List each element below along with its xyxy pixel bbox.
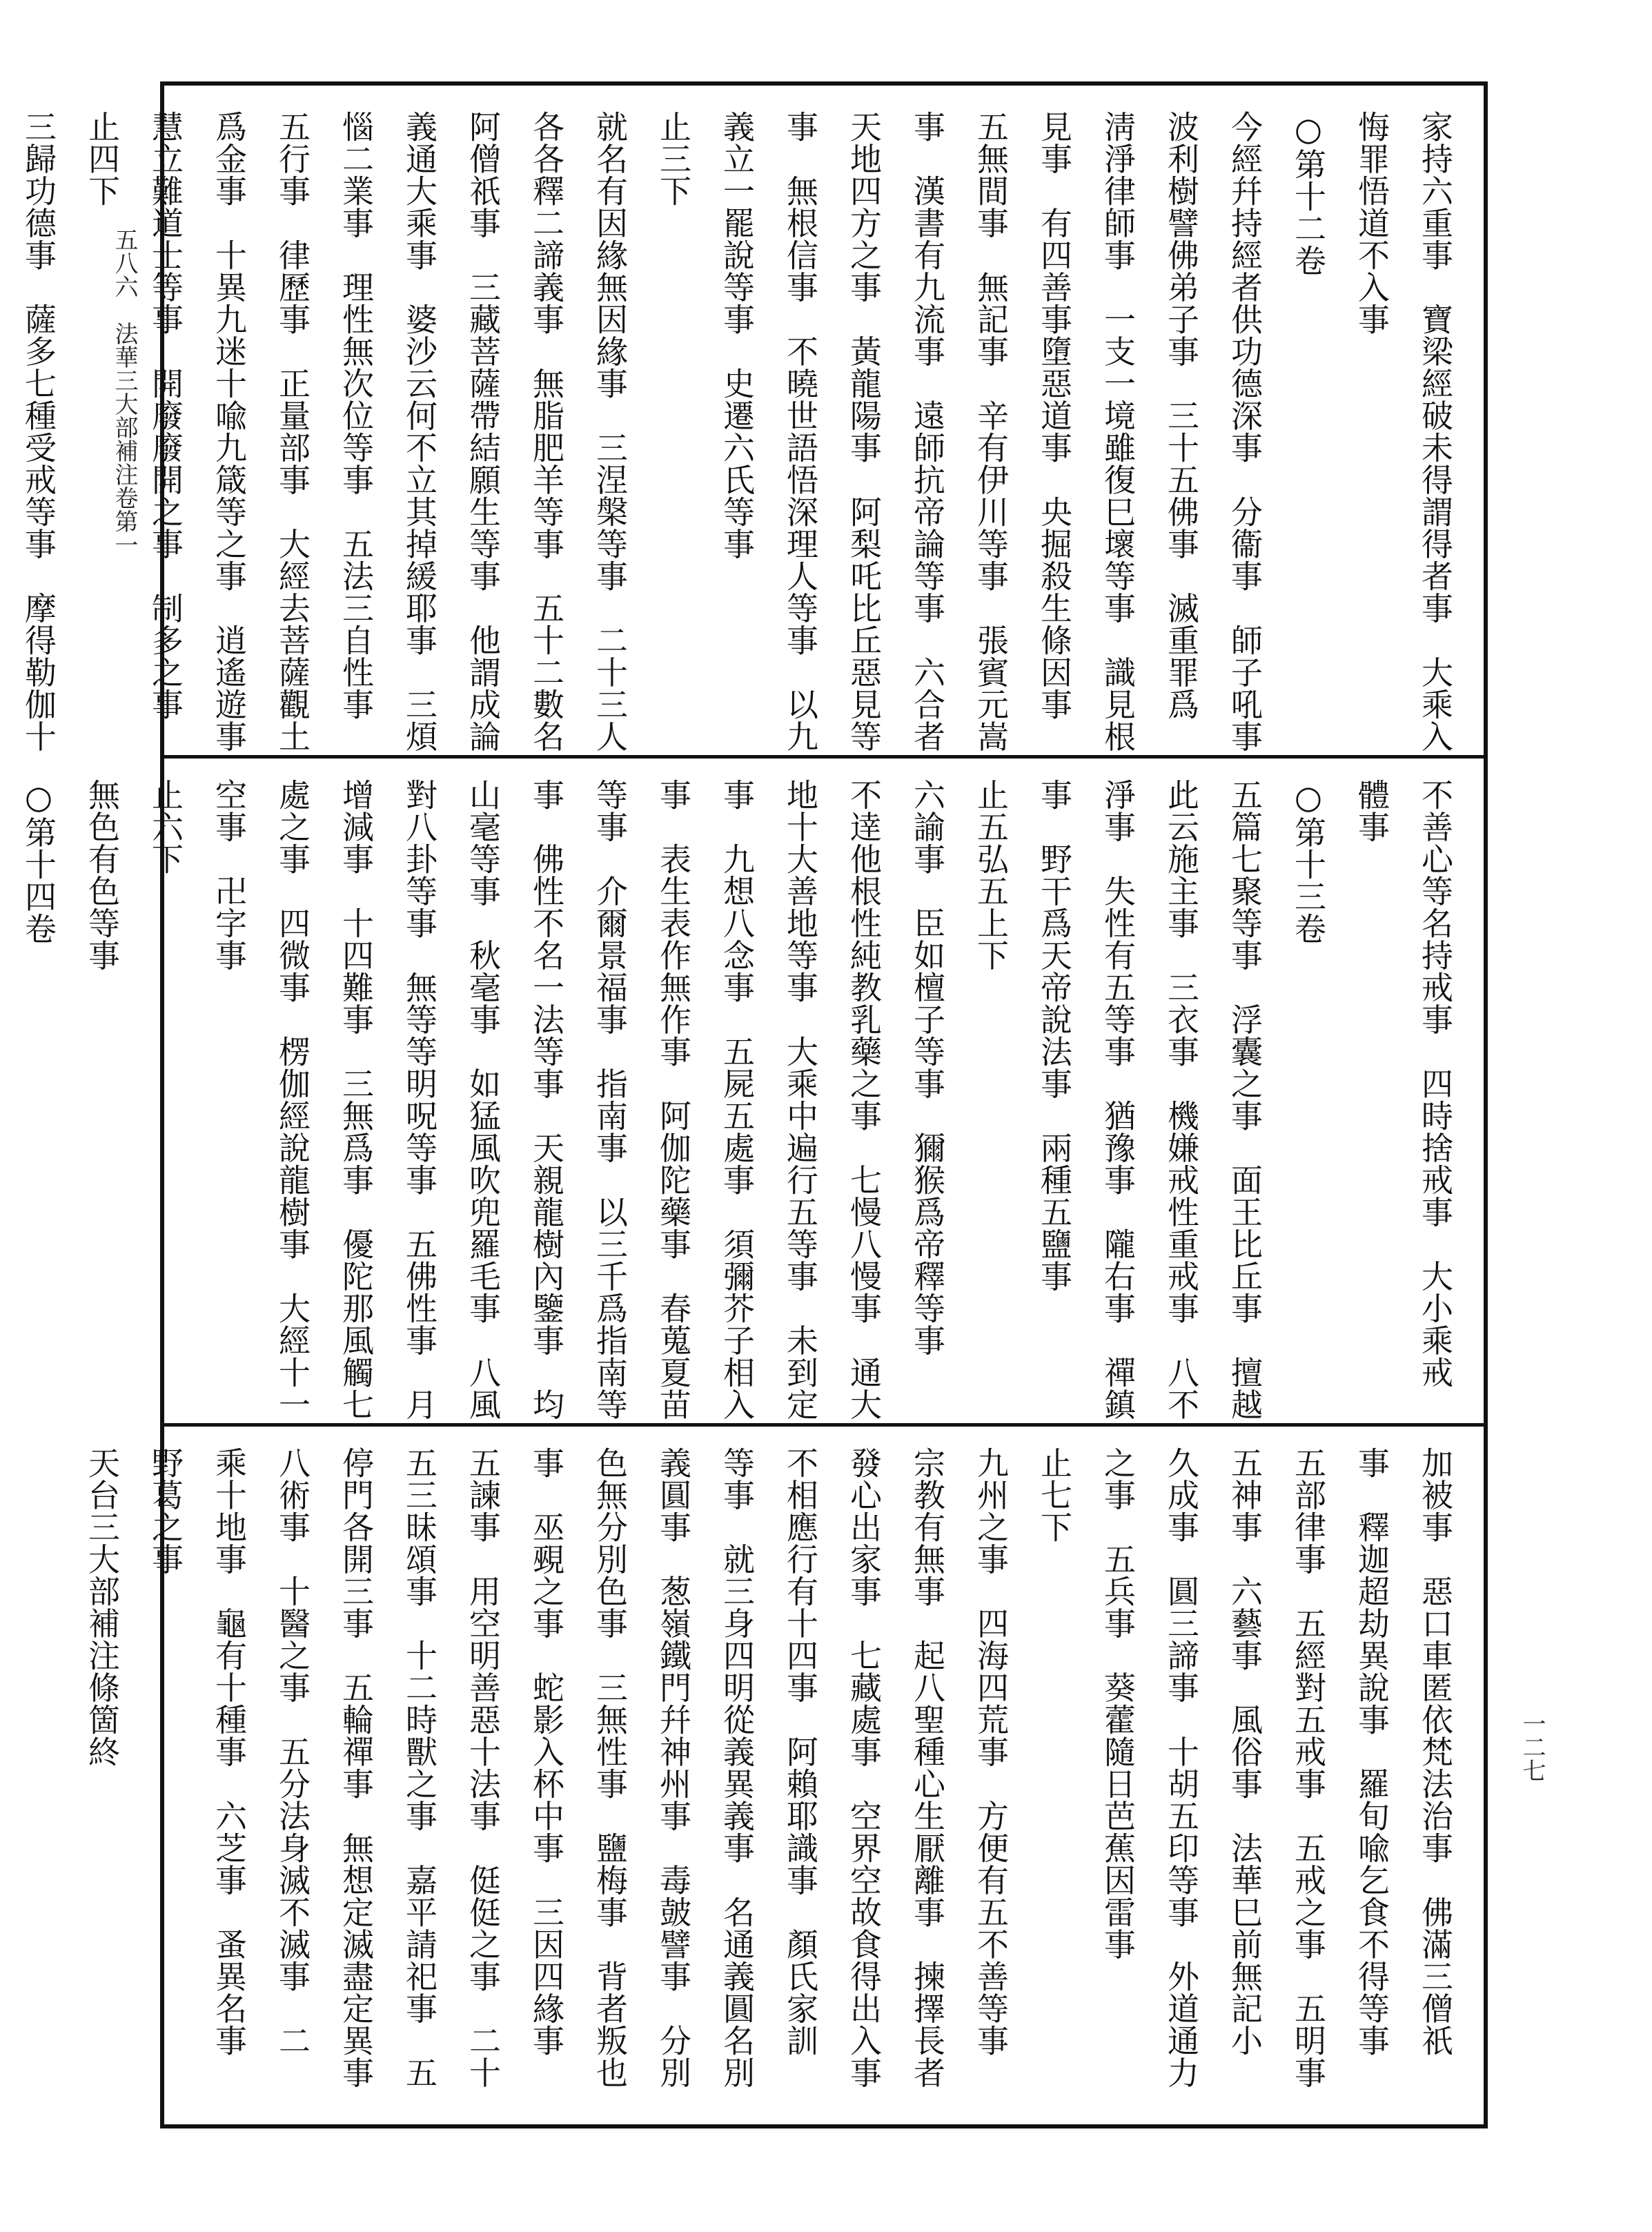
text-column: 阿僧祇事 三藏菩薩帶結願生等事 他謂成論 — [464, 110, 502, 752]
text-column: 增減事 十四難事 三無爲事 優陀那風觸七 — [337, 779, 375, 1420]
text-column: 義立一罷說等事 史遷六氏等事 — [718, 110, 756, 560]
text-column: 發心出家事 七藏處事 空界空故食得出入事 — [845, 1447, 883, 2088]
text-column: 三歸功德事 薩多七種受戒等事 摩得勒伽十 — [20, 110, 57, 752]
text-column: 天地四方之事 黃龍陽事 阿梨吒比丘惡見等 — [845, 110, 883, 752]
text-column: 體事 — [1353, 779, 1390, 843]
page-header-left: 五八六 法華三大部補注卷第一 — [110, 228, 138, 556]
text-column: 五部律事 五經對五戒事 五戒之事 五明事 — [1290, 1447, 1327, 2088]
text-column: 慧立難道士等事 開廢廢開之事 制多之事 — [147, 110, 184, 721]
text-column: 五篇七聚等事 浮囊之事 面王比丘事 擅越 — [1226, 779, 1263, 1420]
text-column: 加被事 惡口車匿依梵法治事 佛滿三僧祇 — [1417, 1447, 1454, 2057]
text-column — [0, 110, 7, 732]
text-column: 久成事 圓三諦事 十胡五印等事 外道通力 — [1163, 1447, 1200, 2088]
text-column: 波利樹譬佛弟子事 三十五佛事 滅重罪爲 — [1163, 110, 1200, 721]
text-column: 惱二業事 理性無次位等事 五法三自性事 — [337, 110, 375, 721]
text-column: 止三下 — [655, 110, 692, 207]
page-number-right: 一二七 — [1518, 1712, 1546, 1782]
text-column: 八術事 十醫之事 五分法身滅不滅事 二 — [274, 1447, 311, 2057]
text-column: 義通大乘事 婆沙云何不立其掉緩耶事 三煩 — [401, 110, 438, 752]
text-column: 五行事 律歷事 正量部事 大經去菩薩觀土 — [274, 110, 311, 752]
text-column: 此云施主事 三衣事 機嫌戒性重戒事 八不 — [1163, 779, 1200, 1420]
text-column: 爲金事 十異九迷十喩九箴等之事 逍遙遊事 — [210, 110, 248, 752]
text-column: 野葛之事 — [147, 1447, 184, 1575]
text-column: 九州之事 四海四荒事 方便有五不善等事 — [972, 1447, 1010, 2057]
text-column: 淨事 失性有五等事 猶豫事 隴右事 禪鎮 — [1099, 779, 1137, 1420]
text-column: 地十大善地等事 大乘中遍行五等事 未到定 — [782, 779, 819, 1420]
text-column: 淸淨律師事 一支一境雖復巳壞等事 識見根 — [1099, 110, 1137, 752]
text-column: 色無分別色事 三無性事 鹽梅事 背者叛也 — [591, 1447, 629, 2088]
text-column: 事 九想八念事 五屍五處事 須彌芥子相入 — [718, 779, 756, 1420]
text-column: 停門各開三事 五輪禪事 無想定滅盡定異事 — [337, 1447, 375, 2088]
text-column: 事 巫覡之事 蛇影入杯中事 三因四緣事 — [528, 1447, 565, 2057]
text-column: 止五弘五上下 — [972, 779, 1010, 971]
text-column: 事 佛性不名一法等事 天親龍樹內鑒事 均 — [528, 779, 565, 1420]
text-column: 事 野干爲天帝說法事 兩種五鹽事 — [1036, 779, 1073, 1292]
text-column: 空事 卍字事 — [210, 779, 248, 971]
text-column: 悔罪悟道不入事 — [1353, 110, 1390, 335]
text-column: 事 釋迦超劫異說事 羅旬喩乞食不得等事 — [1353, 1447, 1390, 2057]
text-column: 見事 有四善事墮惡道事 央掘殺生條因事 — [1036, 110, 1073, 721]
band-divider-1 — [160, 755, 1488, 758]
band-divider-2 — [160, 1423, 1488, 1427]
text-column: 五三昧頌事 十二時獸之事 嘉平請祀事 五 — [401, 1447, 438, 2088]
text-column: 就名有因緣無因緣事 三涅槃等事 二十三人 — [591, 110, 629, 752]
text-column: 家持六重事 寶梁經破未得謂得者事 大乘入 — [1417, 110, 1454, 752]
text-column: 乘十地事 龜有十種事 六芝事 蚤異名事 — [210, 1447, 248, 2057]
text-column: 事 表生表作無作事 阿伽陀藥事 春蒐夏苗 — [655, 779, 692, 1420]
text-column: 天台三大部補注條箇終 — [83, 1447, 121, 1768]
text-column: 無色有色等事 — [83, 779, 121, 971]
text-column: 處之事 四微事 楞伽經說龍樹事 大經十一 — [274, 779, 311, 1420]
text-column: 宗教有無事 起八聖種心生厭離事 揀擇長者 — [909, 1447, 946, 2088]
text-column: 六諭事 臣如檀子等事 獮猴爲帝釋等事 — [909, 779, 946, 1356]
text-column: ○第十四卷 — [20, 779, 57, 945]
text-band-bottom — [83, 1447, 1467, 2109]
text-column: 五諫事 用空明善惡十法事 侹侹之事 二十 — [464, 1447, 502, 2088]
text-column: 等事 介爾景福事 指南事 以三千爲指南等 — [591, 779, 629, 1420]
text-column: 不善心等名持戒事 四時捨戒事 大小乘戒 — [1417, 779, 1454, 1389]
text-column: 止四下 — [83, 110, 121, 207]
text-column: 事 無根信事 不曉世語悟深理人等事 以九 — [782, 110, 819, 752]
text-band-middle — [20, 779, 1467, 1420]
text-column: 各各釋二諦義事 無脂肥羊等事 五十二數名 — [528, 110, 565, 752]
text-column: 五無間事 無記事 辛有伊川等事 張賓元嵩 — [972, 110, 1010, 752]
text-column: 事 漢書有九流事 遠師抗帝論等事 六合者 — [909, 110, 946, 752]
text-column: 山毫等事 秋毫事 如猛風吹兜羅毛事 八風 — [464, 779, 502, 1420]
text-column — [0, 779, 7, 1400]
text-column: 止七下 — [1036, 1447, 1073, 1543]
text-column: 對八卦等事 無等等明呪等事 五佛性事 月 — [401, 779, 438, 1420]
text-column: 今經幷持經者供功德深事 分衞事 師子吼事 — [1226, 110, 1263, 752]
text-column: ○第十二卷 — [1290, 110, 1327, 277]
text-column: 五神事 六藝事 風俗事 法華巳前無記小 — [1226, 1447, 1263, 2057]
text-column: 不逹他根性純教乳藥之事 七慢八慢事 通大 — [845, 779, 883, 1420]
text-column: 之事 五兵事 葵藿隨日芭蕉因雷事 — [1099, 1447, 1137, 1960]
text-column: 義圓事 葱嶺鐵門幷神州事 毒皷譬事 分別 — [655, 1447, 692, 2088]
text-column: 等事 就三身四明從義異義事 名通義圓名別 — [718, 1447, 756, 2088]
text-column: 不相應行有十四事 阿賴耶識事 顏氏家訓 — [782, 1447, 819, 2057]
text-column: 止六下 — [147, 779, 184, 875]
text-column: ○第十三卷 — [1290, 779, 1327, 945]
